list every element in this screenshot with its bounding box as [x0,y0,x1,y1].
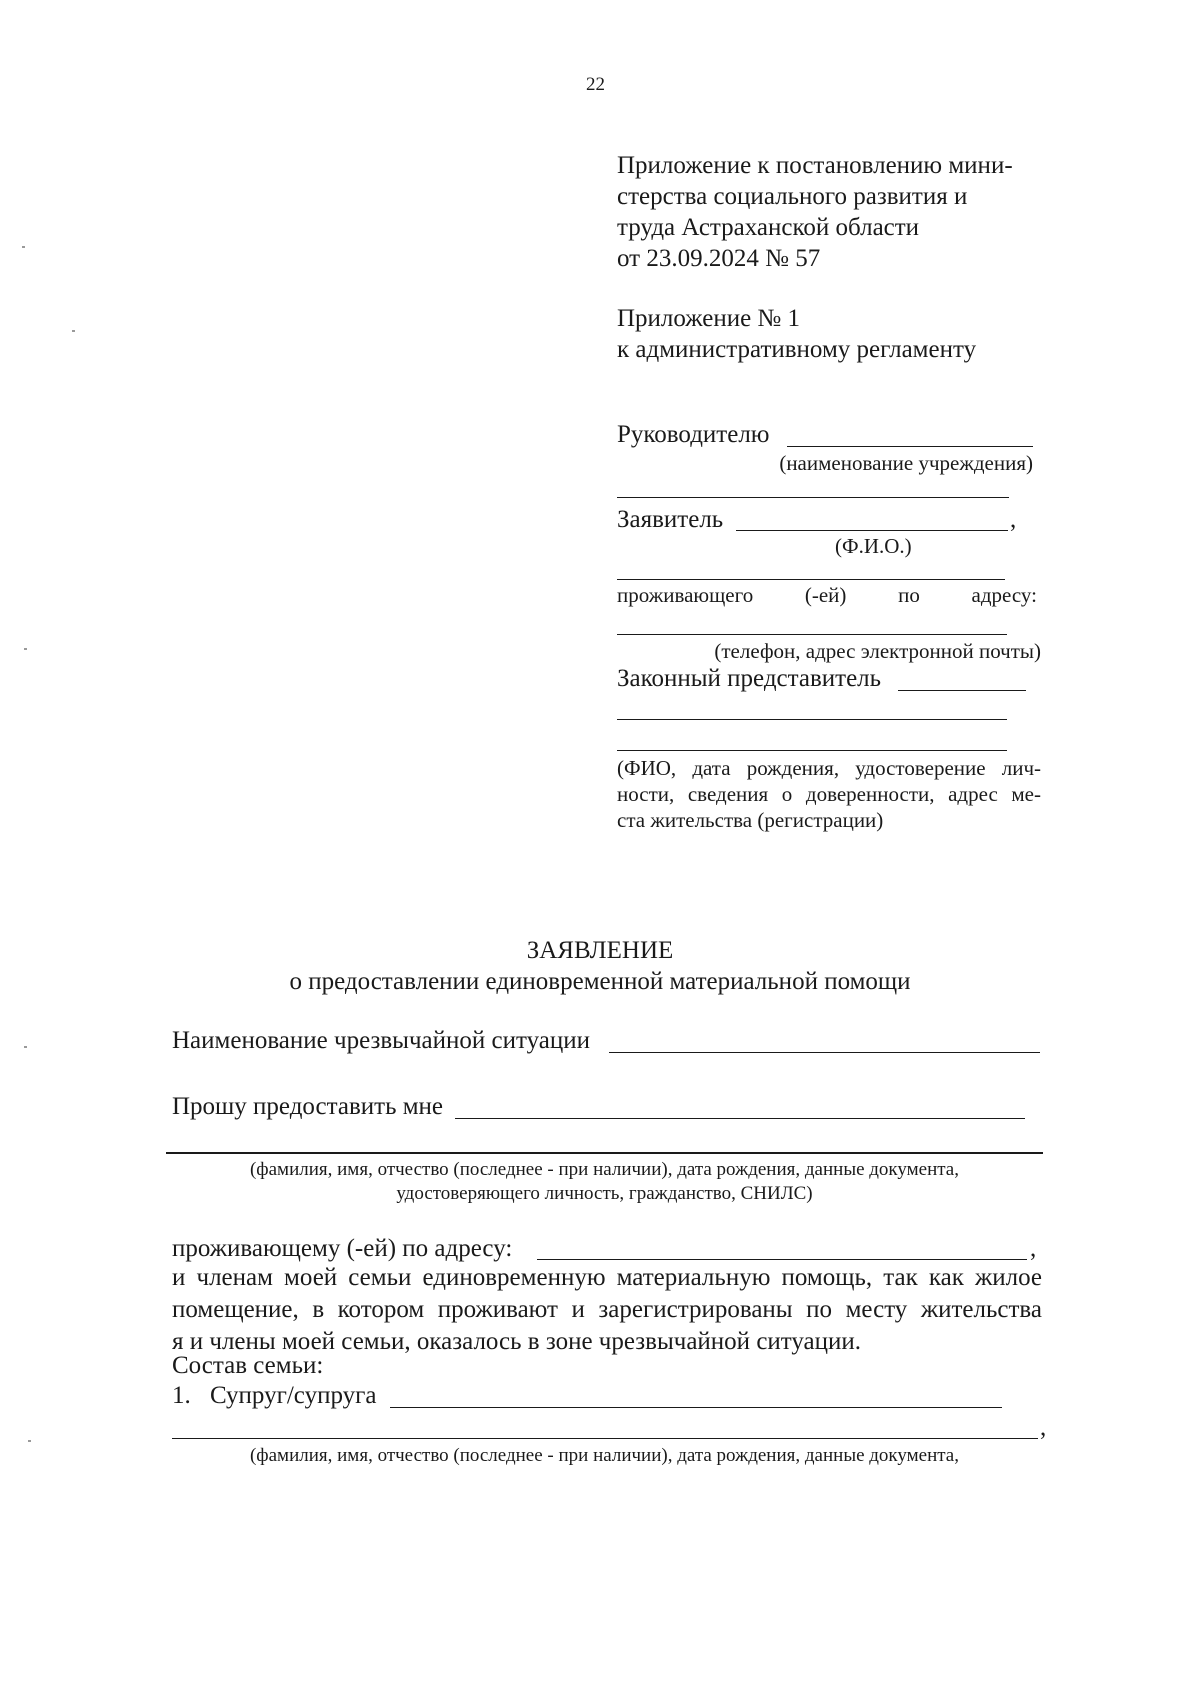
appendix-line: стерства социального развития и [617,183,968,210]
family-item-label: Супруг/супруга [210,1382,377,1409]
representative-hint-line: (ФИО, дата рождения, удостоверение лич- [617,756,1041,780]
applicant-name-field[interactable] [736,530,1008,531]
decree-date-number: от 23.09.2024 № 57 [617,245,821,272]
representative-hint-line: ста жительства (регистрации) [617,808,884,832]
address-words-row [617,582,1037,608]
scan-speck [24,648,27,650]
residing-comma: , [1030,1235,1037,1262]
representative-hint-line: ности, сведения о доверенности, адрес ме- [617,782,1041,806]
representative-label: Законный представитель [617,665,882,692]
residing-address-field[interactable] [537,1259,1027,1260]
appendix-line: Приложение к постановлению мини- [617,152,1013,179]
address-field[interactable] [617,634,1007,635]
scan-speck [24,1046,27,1048]
applicant-label: Заявитель [617,506,724,533]
appendix-1-line: Приложение № 1 [617,305,801,332]
fio-hint: (Ф.И.О.) [835,534,912,558]
request-field-2[interactable] [166,1152,1043,1154]
person-hint: (фамилия, имя, отчество (последнее - при наличии), дата рождения, данные документа, [249,1159,959,1180]
scan-speck [28,1440,31,1442]
address-word: проживающего [617,583,754,607]
paragraph-line: я и члены моей семьи, оказалось в зоне чрезвычайной ситуации. [172,1328,862,1355]
paragraph-line: помещение, в котором проживают и зарегистрированы по месту жительства [172,1296,1042,1323]
contact-hint: (телефон, адрес электронной почты) [714,639,1041,663]
request-label: Прошу предоставить мне [172,1093,444,1120]
applicant-name-field-2[interactable] [617,579,1005,580]
head-name-field[interactable] [787,446,1033,447]
scan-speck [72,330,75,332]
scan-speck [22,246,25,248]
residing-label: проживающему (-ей) по адресу: [172,1235,513,1262]
appendix-1-line: к административному регламенту [617,336,977,363]
request-field[interactable] [455,1118,1025,1119]
emergency-label: Наименование чрезвычайной ситуации [172,1027,590,1054]
head-hint: (наименование учреждения) [779,451,1033,475]
family-label: Состав семьи: [172,1352,324,1379]
spouse-hint: (фамилия, имя, отчество (последнее - при наличии), дата рождения, данные документа, [249,1445,959,1466]
representative-field[interactable] [898,690,1026,691]
person-hint: удостоверяющего личность, гражданство, СНИЛС) [396,1183,813,1204]
page-number: 22 [586,74,605,95]
head-name-field-2[interactable] [617,497,1009,498]
spouse-comma: , [1040,1414,1047,1441]
spouse-field[interactable] [390,1407,1002,1408]
address-word: адресу: [971,583,1037,607]
family-item-number: 1. [172,1382,191,1409]
representative-field-2[interactable] [617,719,1007,720]
address-word: по [898,583,920,607]
head-label: Руководителю [617,421,770,448]
request-paragraph [172,1262,1042,1358]
appendix-line: труда Астраханской области [617,214,920,241]
emergency-field[interactable] [609,1052,1040,1053]
spouse-field-2[interactable] [172,1438,1038,1439]
address-word: (-ей) [804,583,847,607]
representative-field-3[interactable] [617,750,1007,751]
representative-hint [617,755,1041,833]
paragraph-line: и членам моей семьи единовременную материальную помощь, так как жилое [172,1264,1042,1291]
applicant-comma: , [1010,506,1017,533]
document-subtitle: о предоставлении единовременной материальной помощи [289,968,911,995]
document-title: ЗАЯВЛЕНИЕ [526,937,674,964]
